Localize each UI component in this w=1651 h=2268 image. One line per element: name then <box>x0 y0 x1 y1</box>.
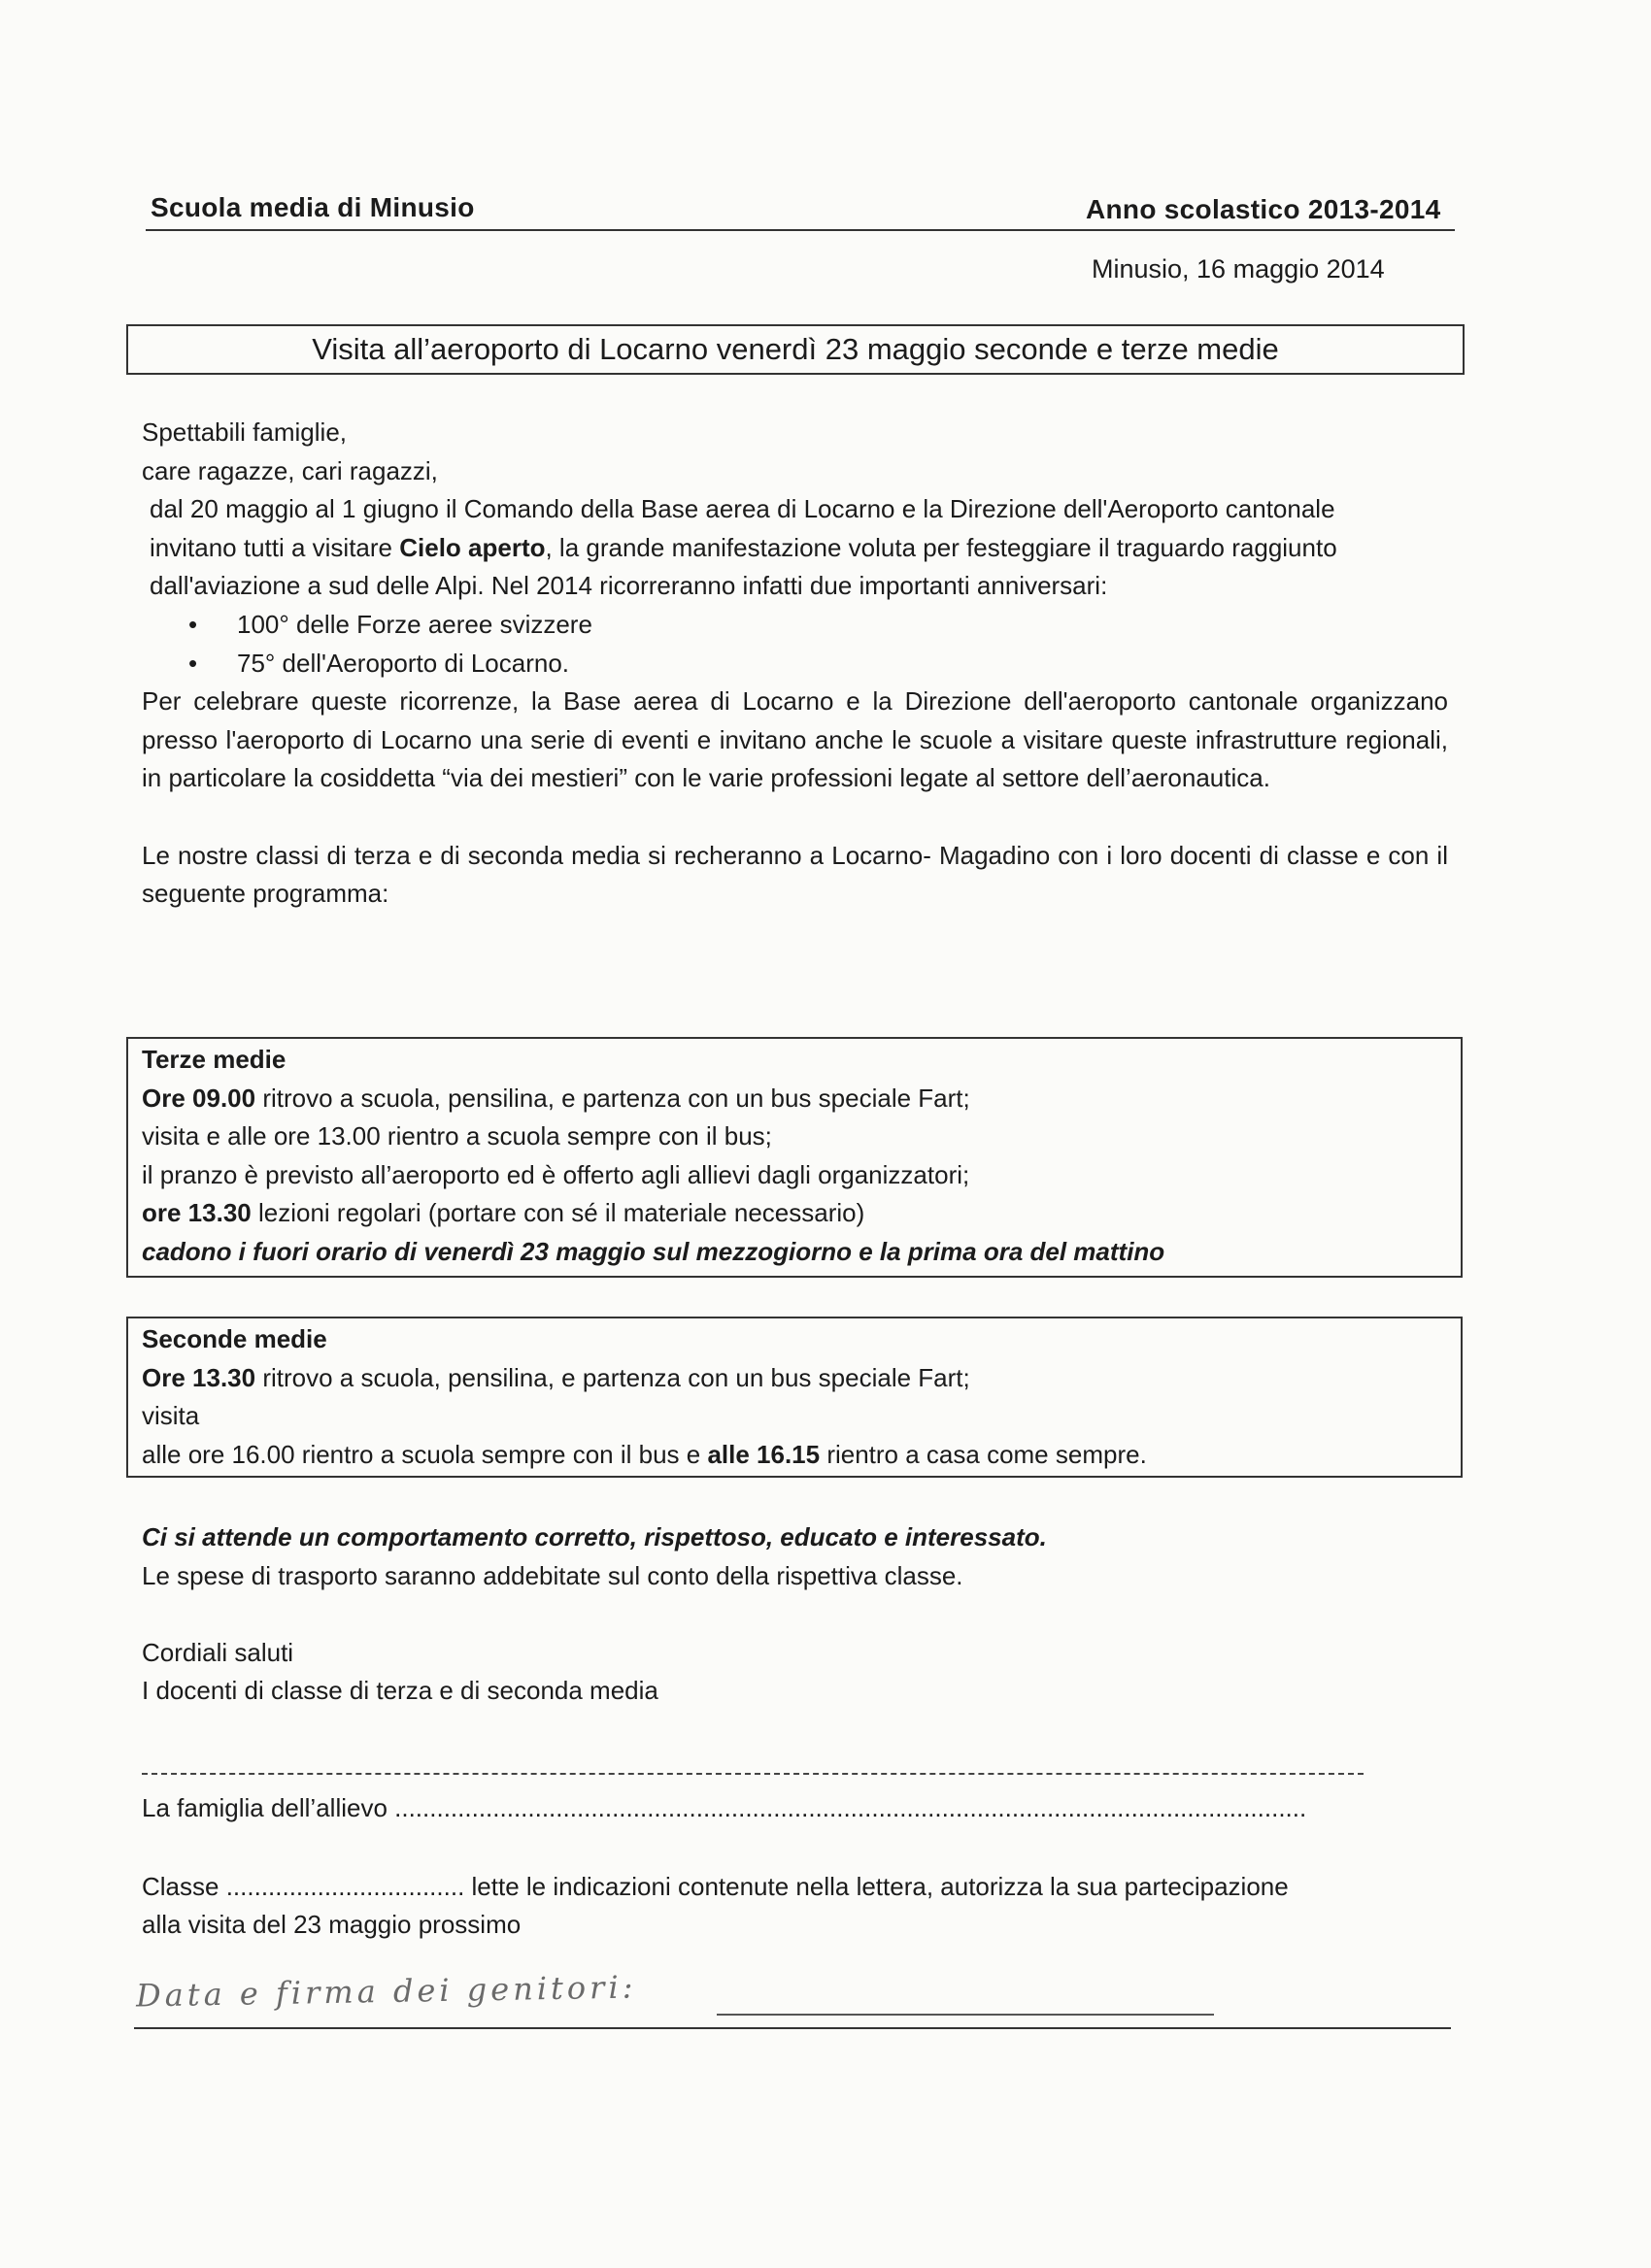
intro-section <box>142 414 1448 914</box>
spacer <box>142 798 1448 837</box>
behavior-note: Ci si attende un comportamento corretto, rispettoso, educato e interessato. <box>142 1522 1047 1551</box>
greeting: Cordiali saluti <box>142 1637 294 1667</box>
sender-signature: I docenti di classe di terza e di seconda media <box>142 1676 658 1706</box>
terze-line: visita e alle ore 13.00 rientro a scuola sempre con il bus; <box>142 1121 772 1151</box>
spacer <box>142 1595 1448 1634</box>
seconde-line: visita <box>142 1401 200 1431</box>
event-name: Cielo aperto <box>399 532 546 562</box>
signature-line <box>717 2014 1214 2016</box>
intro-paragraph-a: dal 20 maggio al 1 giugno il Comando della Base aerea di Locarno e la Direzione dell'Aeroporto cantonale invitano tutti a visitare <box>150 494 1335 562</box>
terze-time-start: Ore 09.00 <box>142 1083 256 1113</box>
terze-medie-box <box>126 1037 1463 1278</box>
terze-time-lessons: ore 13.30 <box>142 1198 252 1228</box>
list-item: • 100° delle Forze aeree svizzere <box>142 606 1448 645</box>
seconde-line-text: alle ore 16.00 rientro a scuola sempre con il bus e <box>142 1439 708 1469</box>
costs-note: Le spese di trasporto saranno addebitate sul conto della rispettiva classe. <box>142 1560 963 1590</box>
seconde-time-home: alle 16.15 <box>707 1439 821 1469</box>
letter-date: Minusio, 16 maggio 2014 <box>1092 254 1385 284</box>
authorization-text: alla visita del 23 maggio prossimo <box>142 1910 522 1939</box>
program-intro-paragraph: Le nostre classi di terza e di seconda media si recheranno a Locarno- Magadino con i loro docenti di classe e con il seguente programma: <box>142 840 1448 909</box>
parent-signature-area[interactable] <box>134 1968 1455 2029</box>
family-name-field[interactable]: La famiglia dell’allievo .................................................................................................................................. <box>142 1793 1307 1822</box>
list-item: • 75° dell'Aeroporto di Locarno. <box>142 645 1448 684</box>
header-rule <box>146 229 1455 231</box>
seconde-time-start: Ore 13.30 <box>142 1362 256 1392</box>
seconde-medie-box <box>126 1317 1463 1478</box>
class-authorization-field[interactable]: Classe .................................. lette le indicazioni contenute nella lettera, autorizza la sua partecipazione <box>142 1872 1289 1901</box>
letter-title-box <box>126 324 1465 375</box>
seconde-line <box>142 1436 1447 1475</box>
salutation-students: care ragazze, cari ragazzi, <box>142 455 438 485</box>
celebration-paragraph: Per celebrare queste ricorrenze, la Base aerea di Locarno e la Direzione dell'aeroporto cantonale organizzano presso l'aeroporto di Locarno una serie di eventi e invitano anche le scuole a visitare queste infrastrutture regionali, in particolare la cosiddetta “via dei mestieri” con le varie professioni legate al settore dell’aeronautica. <box>142 686 1448 793</box>
school-year: Anno scolastico 2013-2014 <box>1086 194 1441 224</box>
seconde-line <box>142 1359 1447 1398</box>
terze-heading: Terze medie <box>142 1045 286 1074</box>
terze-line <box>142 1194 1447 1233</box>
school-name: Scuola media di Minusio <box>151 192 475 222</box>
cut-line <box>142 1773 1364 1775</box>
terze-line <box>142 1080 1447 1118</box>
terze-line-text: ritrovo a scuola, pensilina, e partenza con un bus speciale Fart; <box>255 1083 970 1113</box>
intro-paragraph-b: , la grande manifestazione voluta per festeggiare il traguardo raggiunto dall'aviazione a sud delle Alpi. Nel 2014 ricorreranno infatti due importanti anniversari: <box>150 532 1337 601</box>
letter-title: Visita all’aeroporto di Locarno venerdì 23 maggio seconde e terze medie <box>312 332 1279 366</box>
seconde-line-text: rientro a casa come sempre. <box>820 1439 1147 1469</box>
closing-section <box>142 1518 1448 1711</box>
intro-paragraph <box>142 490 1412 606</box>
terze-line: il pranzo è previsto all’aeroporto ed è offerto agli allievi dagli organizzatori; <box>142 1159 970 1189</box>
seconde-line-text: ritrovo a scuola, pensilina, e partenza con un bus speciale Fart; <box>255 1362 970 1392</box>
salutation-families: Spettabili famiglie, <box>142 417 347 447</box>
handwritten-label: Data e firma dei genitori: <box>135 1968 637 2015</box>
anniversary-list <box>142 606 1448 683</box>
seconde-heading: Seconde medie <box>142 1324 327 1353</box>
terze-note: cadono i fuori orario di venerdì 23 maggio sul mezzogiorno e la prima ora del mattino <box>142 1236 1165 1266</box>
signature-rule <box>134 2027 1451 2029</box>
terze-line-text: lezioni regolari (portare con sé il materiale necessario) <box>251 1198 865 1228</box>
